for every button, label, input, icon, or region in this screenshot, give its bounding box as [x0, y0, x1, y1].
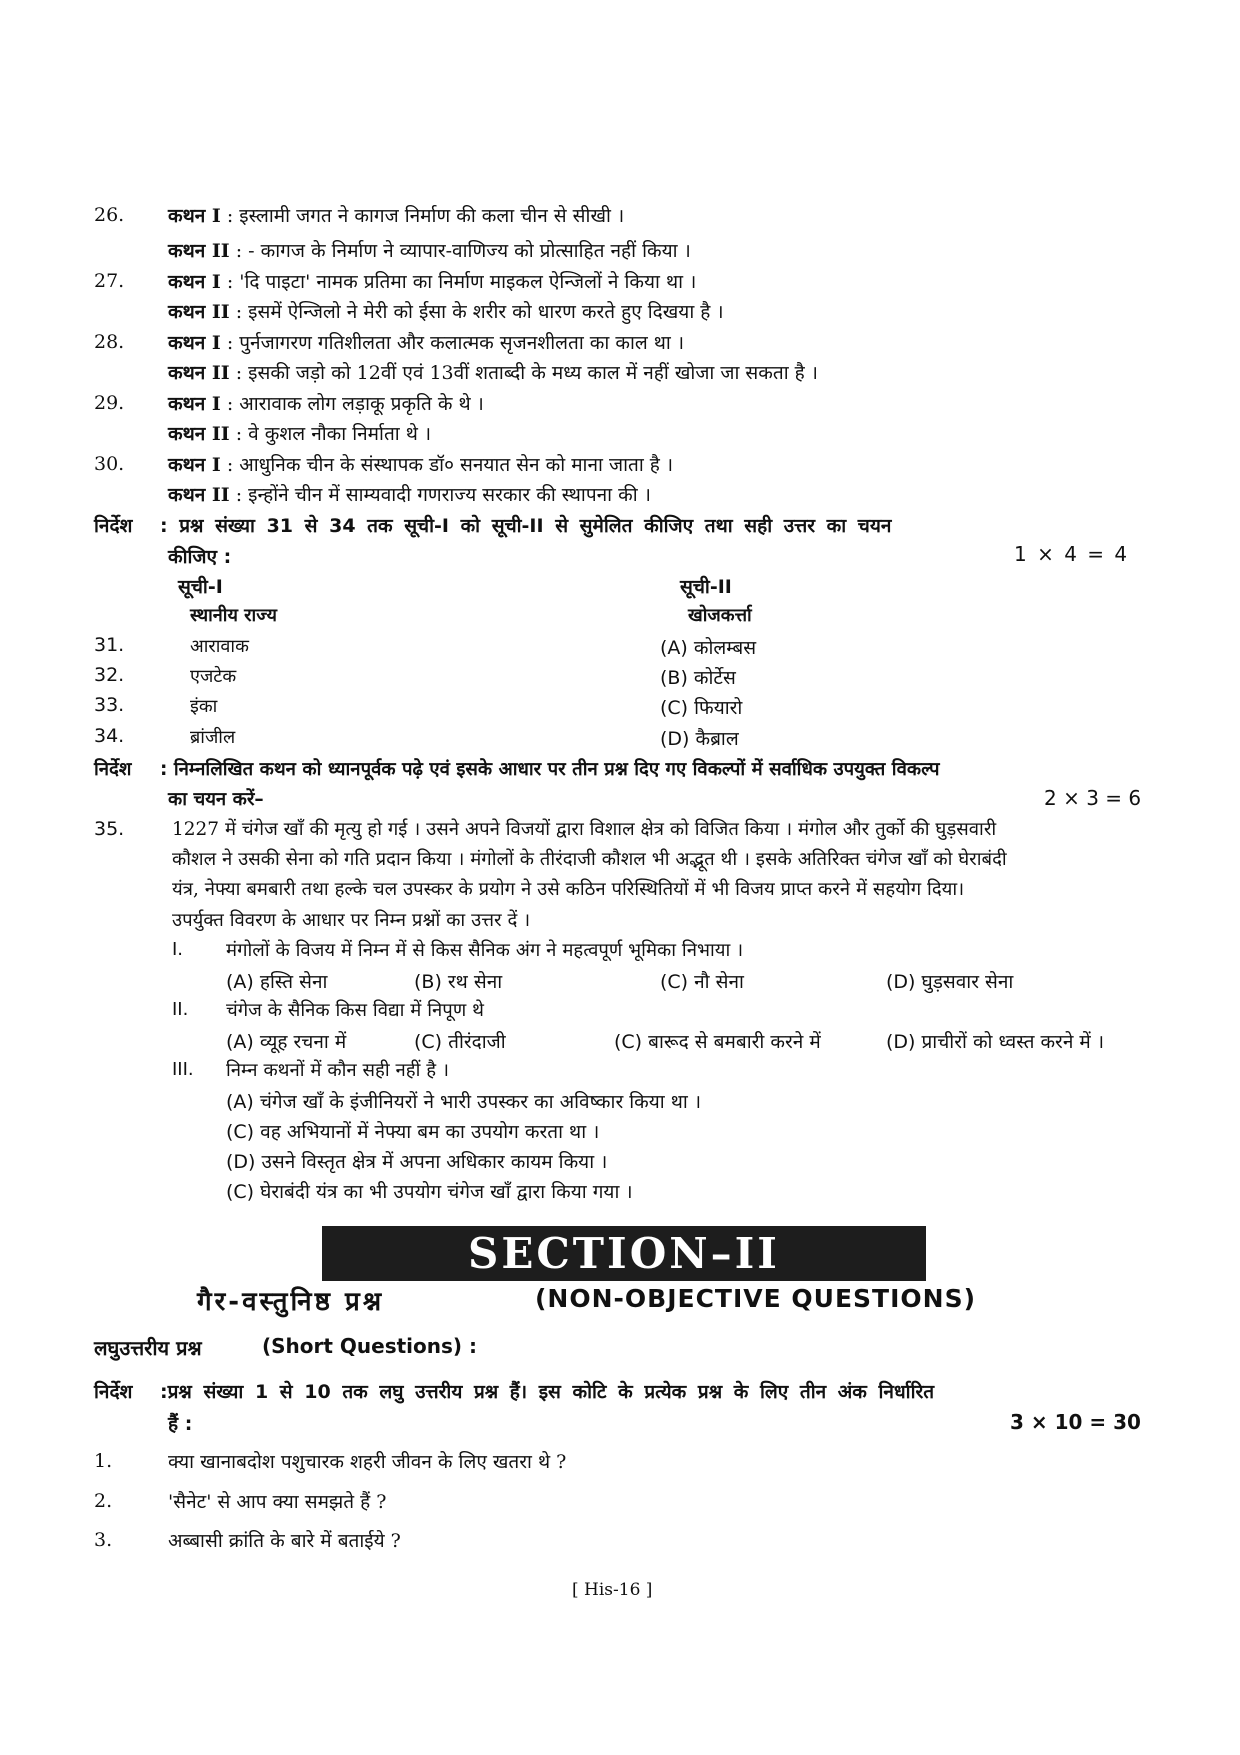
option: (C) बारूद से बमबारी करने में — [614, 1031, 821, 1053]
match-right-item: (A) कोलम्बस — [660, 637, 757, 659]
subquestion-text: चंगेज के सैनिक किस विद्या में निपूण थे — [226, 1000, 484, 1021]
question-number: 26. — [94, 204, 125, 226]
question-text: अब्बासी क्रांति के बारे में बताईये ? — [168, 1530, 401, 1552]
match-row-number: 32. — [94, 664, 125, 686]
statement-text: : वे कुशल नौका निर्माता थे । — [235, 423, 432, 445]
passage-line: उपर्युक्त विवरण के आधार पर निम्न प्रश्नों का उत्तर दें । — [172, 910, 531, 931]
match-left-item: एजटेक — [190, 666, 237, 687]
section-subtitle-hindi: गैर-वस्तुनिष्ठ प्रश्न — [197, 1287, 385, 1317]
match-right-item: (B) कोर्टेस — [660, 667, 736, 689]
list2-subtitle: खोजकर्त्ता — [688, 605, 752, 626]
statement-label: कथन II — [168, 240, 230, 262]
question-number: 29. — [94, 392, 125, 414]
marks: 3 × 10 = 30 — [1010, 1410, 1141, 1434]
option: (A) चंगेज खाँ के इंजीनियरों ने भारी उपस्कर का अविष्कार किया था । — [226, 1091, 702, 1113]
statement-text: : इस्लामी जगत ने कागज निर्माण की कला चीन से सीखी । — [226, 205, 625, 227]
question-number: 28. — [94, 331, 125, 353]
subquestion-text: निम्न कथनों में कौन सही नहीं है । — [226, 1060, 449, 1081]
statement-label: कथन I — [168, 205, 221, 227]
match-left-item: आरावाक — [190, 636, 249, 657]
match-left-item: इंका — [190, 696, 218, 717]
statement-label: कथन I — [168, 271, 221, 293]
option: (D) उसने विस्तृत क्षेत्र में अपना अधिकार कायम किया । — [226, 1151, 608, 1173]
question-number: 35. — [94, 818, 125, 840]
statement-label: कथन I — [168, 454, 221, 476]
match-right-item: (C) फियारो — [660, 697, 743, 719]
statement-text: : पुर्नजागरण गतिशीलता और कलात्मक सृजनशीलता का काल था । — [226, 332, 685, 354]
directive-text: : प्रश्न संख्या 31 से 34 तक सूची-I को सूची-II से सुमेलित कीजिए तथा सही उत्तर का चयन — [160, 515, 892, 537]
question-number: 3. — [94, 1529, 113, 1551]
option: (A) हस्ति सेना — [226, 971, 328, 993]
option: (D) प्राचीरों को ध्वस्त करने में । — [886, 1031, 1105, 1053]
statement-label: कथन II — [168, 362, 230, 384]
directive-text: :प्रश्न संख्या 1 से 10 तक लघु उत्तरीय प्रश्न हैं। इस कोटि के प्रत्येक प्रश्न के लिए तीन अंक निर्धारित — [160, 1381, 935, 1403]
match-row-number: 33. — [94, 694, 125, 716]
passage-line: 1227 में चंगेज खाँ की मृत्यु हो गई । उसने अपने विजयों द्वारा विशाल क्षेत्र को विजित किया । मंगोल और तुर्को की घुड़सवारी — [172, 819, 997, 840]
passage-line: कौशल ने उसकी सेना को गति प्रदान किया । मंगोलों के तीरंदाजी कौशल भी अद्भूत थी । इसके अतिरिक्त चंगेज खाँ को घेराबंदी — [172, 849, 1007, 870]
subquestion-text: मंगोलों के विजय में निम्न में से किस सैनिक अंग ने महत्वपूर्ण भूमिका निभाया । — [226, 940, 744, 961]
short-heading-hindi: लघुउत्तरीय प्रश्न — [94, 1336, 202, 1360]
statement-text: : इसमें ऐन्जिलो ने मेरी को ईसा के शरीर को धारण करते हुए दिखया है । — [235, 301, 724, 323]
question-text: क्या खानाबदोश पशुचारक शहरी जीवन के लिए खतरा थे ? — [168, 1451, 567, 1473]
match-row-number: 31. — [94, 634, 125, 656]
question-number: 27. — [94, 270, 125, 292]
statement-text: : इसकी जड़ो को 12वीं एवं 13वीं शताब्दी के मध्य काल में नहीं खोजा जा सकता है । — [235, 362, 818, 384]
section-subtitle-english: (NON-OBJECTIVE QUESTIONS) — [535, 1284, 977, 1313]
short-heading-english: (Short Questions) : — [262, 1334, 478, 1358]
option: (D) घुड़सवार सेना — [886, 971, 1014, 993]
marks: 1 × 4 = 4 — [1014, 542, 1130, 566]
list2-title: सूची-II — [680, 576, 732, 598]
subquestion-number: III. — [172, 1059, 194, 1080]
statement-label: कथन II — [168, 484, 230, 506]
option: (C) घेराबंदी यंत्र का भी उपयोग चंगेज खाँ द्वारा किया गया । — [226, 1181, 633, 1203]
statement-label: कथन I — [168, 332, 221, 354]
question-text: 'सैनेट' से आप क्या समझते हैं ? — [168, 1491, 387, 1513]
statement-label: कथन II — [168, 423, 230, 445]
statement-text: : आधुनिक चीन के संस्थापक डॉ० सनयात सेन को माना जाता है । — [226, 454, 674, 476]
section-title-banner: SECTION–II — [322, 1226, 926, 1281]
option: (C) नौ सेना — [660, 971, 744, 993]
directive-text: : निम्नलिखित कथन को ध्यानपूर्वक पढ़े एवं इसके आधार पर तीन प्रश्न दिए गए विकल्पों में सर्वाधिक उपयुक्त विकल्प — [160, 759, 940, 780]
passage-line: यंत्र, नेफ्या बमबारी तथा हल्के चल उपस्कर के प्रयोग ने उसे कठिन परिस्थितियों में भी विजय प्राप्त करने में सहयोग दिया। — [172, 879, 965, 900]
marks: 2 × 3 = 6 — [1044, 786, 1142, 810]
page-footer: [ His-16 ] — [572, 1580, 653, 1600]
directive-text-cont: हैं : — [168, 1413, 193, 1435]
question-number: 1. — [94, 1450, 113, 1472]
option: (B) रथ सेना — [414, 971, 503, 993]
question-number: 2. — [94, 1490, 113, 1512]
directive-label: निर्देश — [94, 1381, 133, 1403]
statement-text: : 'दि पाइटा' नामक प्रतिमा का निर्माण माइकल ऐन्जिलों ने किया था । — [226, 271, 697, 293]
statement-label: कथन I — [168, 393, 221, 415]
subquestion-number: I. — [172, 939, 184, 960]
directive-text-cont: कीजिए : — [168, 546, 232, 568]
statement-label: कथन II — [168, 301, 230, 323]
list1-title: सूची-I — [178, 576, 223, 598]
option: (C) तीरंदाजी — [414, 1031, 506, 1053]
option: (C) वह अभियानों में नेफ्या बम का उपयोग करता था । — [226, 1121, 600, 1143]
match-row-number: 34. — [94, 725, 125, 747]
directive-text-cont: का चयन करें– — [168, 789, 264, 810]
directive-label: निर्देश — [94, 515, 133, 537]
statement-text: : आरावाक लोग लड़ाकू प्रकृति के थे । — [226, 393, 484, 415]
option: (A) व्यूह रचना में — [226, 1031, 347, 1053]
match-right-item: (D) कैब्राल — [660, 728, 739, 750]
match-left-item: ब्रांजील — [190, 727, 236, 748]
statement-text: : - कागज के निर्माण ने व्यापार-वाणिज्य को प्रोत्साहित नहीं किया । — [235, 240, 691, 262]
statement-text: : इन्होंने चीन में साम्यवादी गणराज्य सरकार की स्थापना की । — [235, 484, 651, 506]
question-number: 30. — [94, 453, 125, 475]
subquestion-number: II. — [172, 999, 189, 1020]
directive-label: निर्देश — [94, 759, 132, 780]
list1-subtitle: स्थानीय राज्य — [190, 605, 277, 626]
